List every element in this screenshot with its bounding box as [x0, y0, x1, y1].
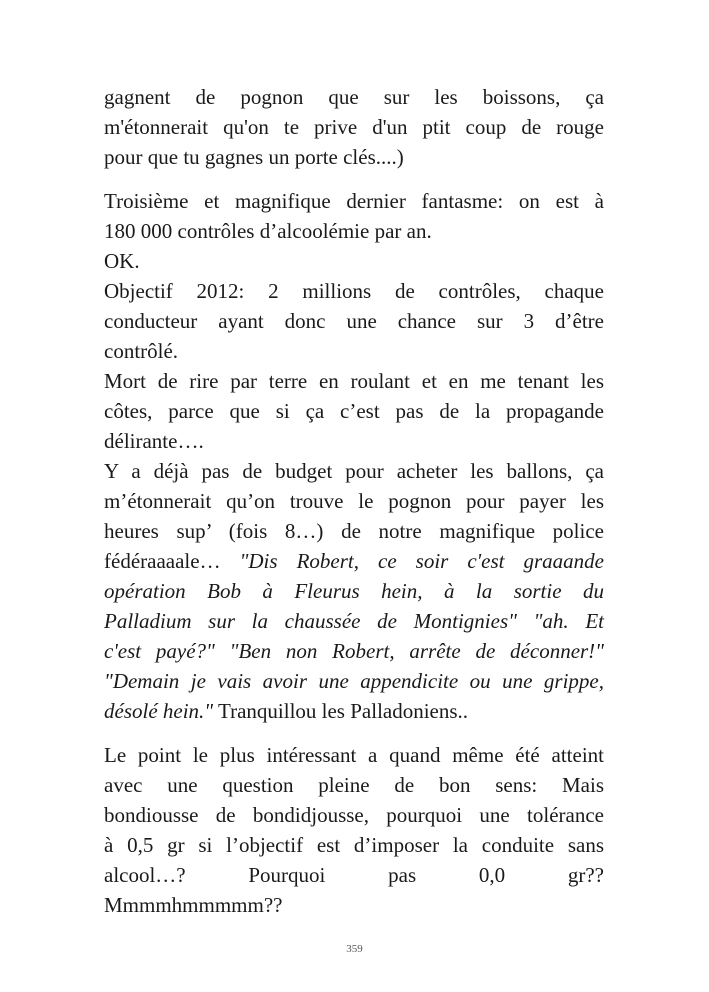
paragraph-2 — [104, 186, 604, 726]
quoted-dialogue: c'est payé?" "Ben non Robert, arrête de déconner!" — [104, 639, 604, 663]
paragraph-spacer — [104, 172, 604, 186]
text-line: Mmmmhmmmmm?? — [104, 893, 283, 917]
paragraph-spacer — [104, 726, 604, 740]
text-line: 180 000 contrôles d’alcoolémie par an. — [104, 219, 432, 243]
text-line: côtes, parce que si ça c’est pas de la propagande — [104, 399, 604, 423]
text-line: à 0,5 gr si l’objectif est d’imposer la conduite sans — [104, 833, 604, 857]
text-line: Y a déjà pas de budget pour acheter les ballons, ça — [104, 459, 604, 483]
text-line: Le point le plus intéressant a quand même été atteint — [104, 743, 604, 767]
text-line: avec une question pleine de bon sens: Mais — [104, 773, 604, 797]
text-line: alcool…? Pourquoi pas 0,0 gr?? — [104, 863, 604, 887]
text-line: contrôlé. — [104, 339, 179, 363]
text-run: Tranquillou les Palladoniens.. — [213, 699, 469, 723]
text-line: gagnent de pognon que sur les boissons, ça — [104, 85, 604, 109]
text-line: Mort de rire par terre en roulant et en me tenant les — [104, 369, 604, 393]
text-line: m'étonnerait qu'on te prive d'un ptit coup de rouge — [104, 115, 604, 139]
text-line: m’étonnerait qu’on trouve le pognon pour payer les — [104, 489, 604, 513]
page-body — [104, 82, 604, 920]
page-number: 359 — [346, 943, 363, 955]
quoted-dialogue: "Dis Robert, ce soir c'est graaande — [239, 549, 604, 573]
paragraph-3 — [104, 740, 604, 920]
text-line: Objectif 2012: 2 millions de contrôles, chaque — [104, 279, 604, 303]
text-line: Troisième et magnifique dernier fantasme: on est à — [104, 189, 604, 213]
text-line: pour que tu gagnes un porte clés....) — [104, 145, 404, 169]
quoted-dialogue: Palladium sur la chaussée de Montignies" "ah. Et — [104, 609, 604, 633]
quoted-dialogue: "Demain je vais avoir une appendicite ou une grippe, — [104, 669, 604, 693]
paragraph-1 — [104, 82, 604, 172]
text-line: OK. — [104, 249, 140, 273]
text-run: fédéraaaale… — [104, 549, 240, 573]
text-line: conducteur ayant donc une chance sur 3 d’être — [104, 309, 604, 333]
quoted-dialogue: opération Bob à Fleurus hein, à la sortie du — [104, 579, 604, 603]
text-line: heures sup’ (fois 8…) de notre magnifique police — [104, 519, 604, 543]
quoted-dialogue: désolé hein." — [104, 699, 214, 723]
text-line — [104, 696, 604, 726]
text-line — [104, 546, 604, 576]
text-line: bondiousse de bondidjousse, pourquoi une tolérance — [104, 803, 604, 827]
text-line: délirante…. — [104, 429, 204, 453]
